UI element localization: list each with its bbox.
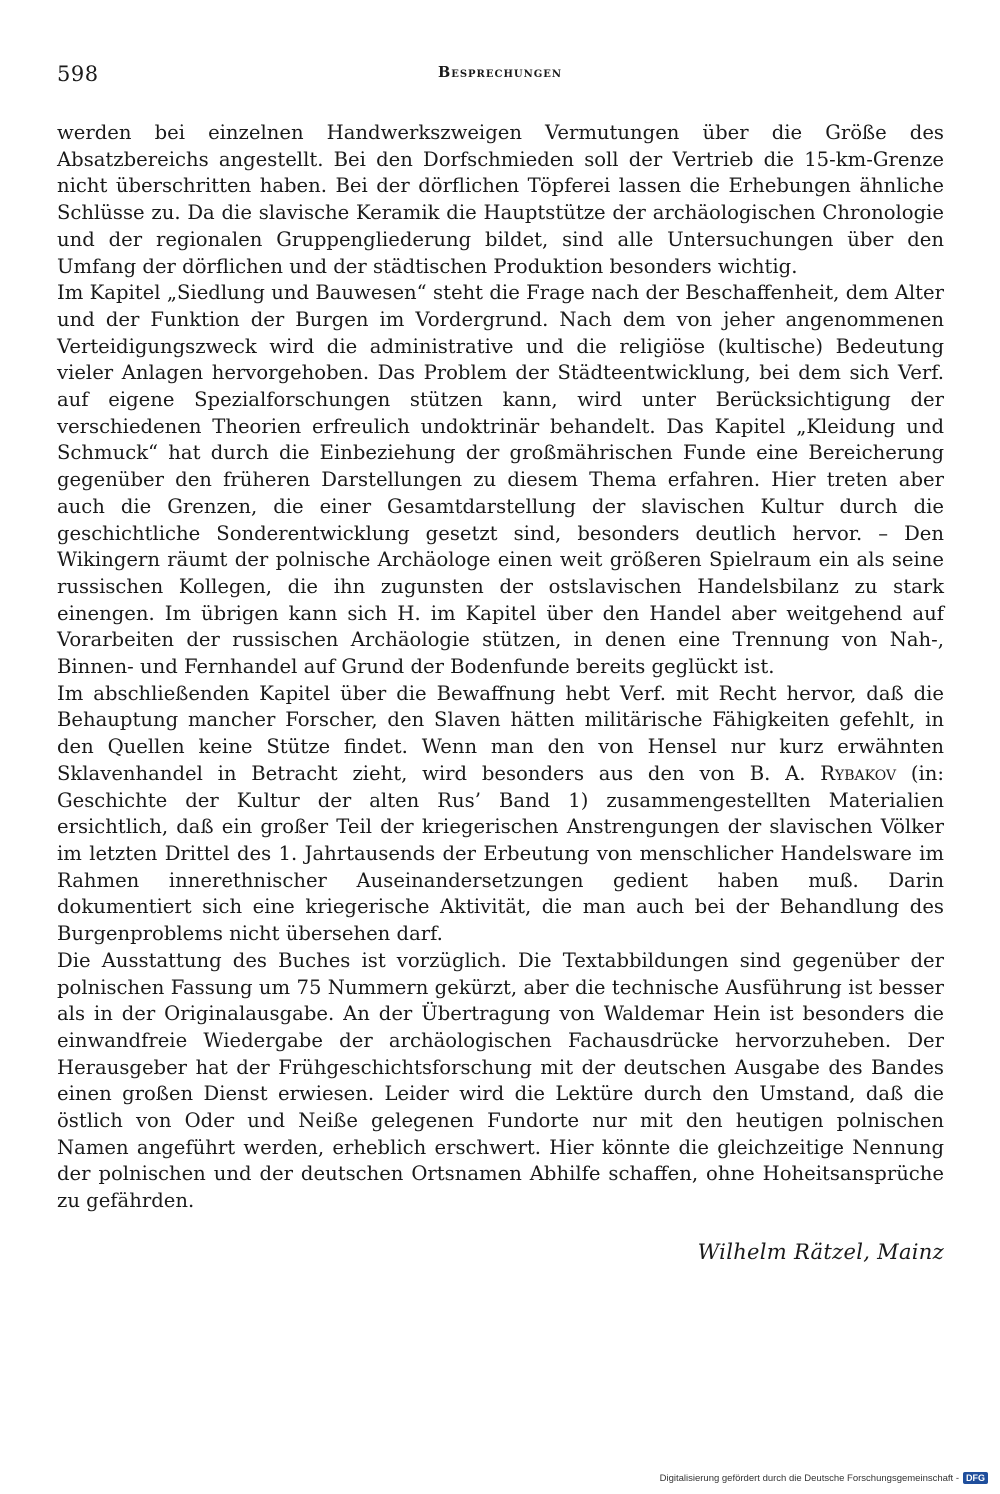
cited-author-name: Rybakov: [820, 761, 897, 785]
digitization-footer: [660, 1472, 988, 1484]
review-signature: Wilhelm Rätzel, Mainz: [697, 1240, 944, 1264]
footer-text: Digitalisierung gefördert durch die Deutsche Forschungsgemeinschaft -: [659, 1472, 959, 1484]
paragraph-2: Im Kapitel „Siedlung und Bauwesen“ steht die Frage nach der Beschaffenheit, dem Alter und der Funktion der Burgen im Vordergrund. Nach dem von jeher angenommenen Verteidigungszweck wird die administrative und die religiöse (kultische) Bedeutung vieler Anlagen hervorgehoben. Das Problem der Städteentwicklung, bei dem sich Verf. auf eigene Spezialforschungen stützen kann, wird unter Berücksichtigung der verschiedenen Theorien erfreulich undoktrinär behandelt. Das Kapitel „Kleidung und Schmuck“ hat durch die Einbeziehung der großmährischen Funde eine Bereicherung gegenüber den früheren Darstellungen zu diesem Thema erfahren. Hier treten aber auch die Grenzen, die einer Gesamtdarstellung der slavischen Kultur durch die geschichtliche Sonderentwicklung gesetzt sind, besonders deutlich hervor. – Den Wikingern räumt der polnische Archäologe einen weit größeren Spielraum ein als seine russischen Kollegen, die ihn zugunsten der ostslavischen Handelsbilanz zu stark einengen. Im übrigen kann sich H. im Kapitel über den Handel aber weitgehend auf Vorarbeiten der russischen Archäologie stützen, in denen eine Trennung von Nah-, Binnen- und Fernhandel auf Grund der Bodenfunde bereits geglückt ist.: [57, 281, 944, 679]
page-number: 598: [57, 62, 99, 86]
paragraph-3-text-after: (in: Geschichte der Kultur der alten Rus’ Band 1) zusammengestellten Materialien ersichtlich, daß ein großer Teil der kriegerischen Anstrengungen der slavischen Völker im letzten Drittel des 1. Jahrtausends der Erbeutung von menschlicher Handelsware im Rahmen innerethnischer Auseinandersetzungen gedient haben muß. Darin dokumentiert sich eine kriegerische Aktivität, die man auch bei der Behandlung des Burgenproblems nicht übersehen darf.: [57, 761, 944, 946]
paragraph-3: [57, 681, 944, 948]
running-title: Besprechungen: [437, 64, 563, 81]
dfg-logo-icon: DFG: [963, 1472, 988, 1484]
paragraph-3-text-before: Im abschließenden Kapitel über die Bewaffnung hebt Verf. mit Recht hervor, daß die Behauptung mancher Forscher, den Slaven hätten militärische Fähigkeiten gefehlt, in den Quellen keine Stütze findet. Wenn man den von Hensel nur kurz erwähnten Sklavenhandel in Betracht zieht, wird besonders aus den von B. A.: [57, 681, 944, 785]
paragraph-4: Die Ausstattung des Buches ist vorzüglich. Die Textabbildungen sind gegenüber der polnischen Fassung um 75 Nummern gekürzt, aber die technische Ausführung ist besser als in der Originalausgabe. An der Übertragung von Waldemar Hein ist besonders die einwandfreie Wiedergabe der archäologischen Fachausdrücke hervorzuheben. Der Herausgeber hat der Frühgeschichtsforschung mit der deutschen Ausgabe des Bandes einen großen Dienst erwiesen. Leider wird die Lektüre durch den Umstand, daß die östlich von Oder und Neiße gelegenen Fundorte nur mit den heutigen polnischen Namen angeführt werden, erheblich erschwert. Hier könnte die gleichzeitige Nennung der polnischen und der deutschen Ortsnamen Abhilfe schaffen, ohne Hoheitsansprüche zu gefährden.: [57, 948, 944, 1213]
body-text: [57, 120, 944, 1215]
paragraph-1: werden bei einzelnen Handwerkszweigen Vermutungen über die Größe des Absatzbereichs angestellt. Bei den Dorfschmieden soll der Vertrieb die 15-km-Grenze nicht überschritten haben. Bei der dörflichen Töpferei lassen die Erhebungen ähnliche Schlüsse zu. Da die slavische Keramik die Hauptstütze der archäologischen Chronologie und der regionalen Gruppengliederung bildet, sind alle Untersuchungen über den Umfang der dörflichen und der städtischen Produktion besonders wichtig.: [57, 121, 944, 278]
